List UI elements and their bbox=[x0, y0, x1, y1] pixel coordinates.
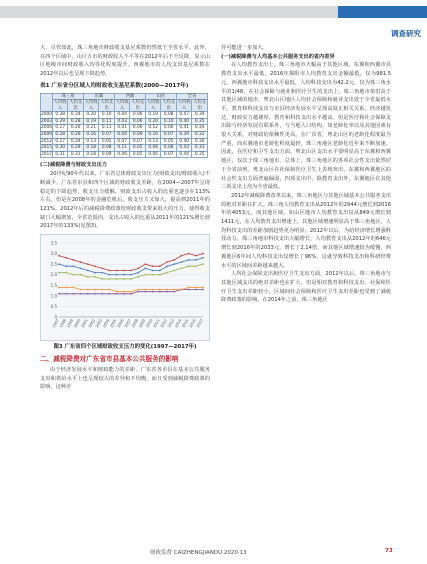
table-cell: 0.13 bbox=[145, 138, 161, 145]
x-tick-label: 2006 bbox=[116, 318, 125, 329]
x-tick-label: 1997 bbox=[51, 318, 60, 329]
table-cell: 0.35 bbox=[192, 118, 208, 125]
data-point bbox=[80, 274, 82, 276]
right-paragraph-1: 异可能进一步加大。 bbox=[221, 45, 268, 51]
table-row bbox=[41, 151, 208, 158]
table-cell: 0.07 bbox=[114, 138, 130, 145]
data-point bbox=[195, 287, 197, 289]
table-cell: 0.16 bbox=[145, 132, 161, 139]
table-cell: 0.28 bbox=[52, 132, 68, 139]
data-point bbox=[166, 272, 168, 274]
table-cell: 0.34 bbox=[68, 112, 84, 119]
x-tick-label: 2001 bbox=[80, 318, 89, 329]
data-point bbox=[195, 259, 197, 261]
table-cell: 0.26 bbox=[68, 132, 84, 139]
section-label: 调查研究 bbox=[391, 29, 421, 38]
table-cell: 0.18 bbox=[83, 145, 99, 152]
data-point bbox=[173, 259, 175, 261]
subheading-per-capita: (一)减税降费与人均基本公共服务支出的省内差异 bbox=[221, 53, 335, 60]
data-point bbox=[73, 274, 75, 276]
table-cell: 0.06 bbox=[130, 112, 146, 119]
data-point bbox=[195, 265, 197, 267]
data-point bbox=[159, 289, 161, 291]
table-cell: 0.30 bbox=[52, 145, 68, 152]
table-cell: 0.06 bbox=[145, 151, 161, 158]
data-point bbox=[109, 274, 111, 276]
data-point bbox=[152, 270, 154, 272]
right-paragraph-2: 在人均教育支出上，珠三角地市大幅高于其他区域，东翼和西翼市县教育支出水平最低，2016年揭阳市人均教育支出金额最低，仅为981.5元。西翼地市科技支出水平最低，人均科技支出为42.2元，仅为珠三角水平的1/48，在社会保障与就业和医疗卫生的支出上，珠三角地市依旧高于其他区域的地市，粤北山区地区人均社会保障和就业支出处于全省最低水平。教育和科技支出与市县经济发展水平呈现高度正相关关系，经济越发达，财政实力越雄厚，教育和科技支出水平越高。但是医疗和社会保障支出除与经济发展有联系外，与当地人口结构，如老龄化率以及其他因素有很大关系，对财政的依赖性更高。在广东省，粤北山区的老龄化程度最为严重，而东翼地市老龄化程度最轻，珠三角地区老龄化近年来不断加速。因此，在医疗和卫生支出方面，粤北山区支出水平要明显高于东翼和西翼地区，仅次于珠三角地市。总体上，珠三角地区的各项社会性支出依然居于全省前列。粤北山区在社保和医疗卫生上表现突出，东翼和西翼地区的社会性支出方面普遍偏弱，四项支出中，除教育支出外，东翼地区在其他三项支出上均为全省最低。 bbox=[221, 62, 391, 191]
data-point bbox=[130, 274, 132, 276]
table-cell: 0.27 bbox=[52, 125, 68, 132]
table-row bbox=[41, 112, 208, 119]
table-cell: 0.12 bbox=[145, 125, 161, 132]
data-point bbox=[152, 265, 154, 267]
table-cell: 0.33 bbox=[192, 145, 208, 152]
table-subheader: 人均收入 bbox=[115, 100, 129, 111]
data-point bbox=[159, 291, 161, 293]
table-cell: 0.05 bbox=[130, 145, 146, 152]
table-cell: 2003 bbox=[41, 118, 52, 124]
table-subheader: 人均收入 bbox=[146, 100, 160, 111]
data-point bbox=[166, 265, 168, 267]
top-color-band bbox=[0, 0, 427, 22]
x-tick-label: 2008 bbox=[131, 318, 140, 329]
table-cell: 0.24 bbox=[68, 138, 84, 145]
data-point bbox=[65, 287, 67, 289]
table-cell: 0.21 bbox=[83, 125, 99, 132]
table-subheader: 人均收入 bbox=[53, 100, 67, 111]
table-cell: 0.06 bbox=[161, 125, 177, 132]
data-point bbox=[166, 261, 168, 263]
y-tick-label: 3.5 bbox=[50, 240, 57, 246]
table-cell: 0.40 bbox=[176, 118, 192, 125]
data-point bbox=[116, 270, 118, 272]
table-year-header bbox=[41, 93, 53, 112]
x-tick-label: 2012 bbox=[159, 318, 168, 329]
table-cell: 0.47 bbox=[176, 112, 192, 119]
journal-name: 财政监督 CAIZHENGJIANDU 2020·13 bbox=[150, 550, 247, 556]
table-group-2: 西翼 bbox=[114, 93, 145, 100]
table-cell: 0.05 bbox=[99, 138, 115, 145]
table-subheader: 人均收入 bbox=[84, 100, 98, 111]
data-point bbox=[202, 257, 204, 259]
data-point bbox=[152, 274, 154, 276]
table-cell: 2015 bbox=[41, 145, 52, 151]
table-cell: 0.11 bbox=[99, 118, 115, 125]
table-row bbox=[41, 138, 208, 145]
data-point bbox=[130, 278, 132, 280]
x-tick-label: 2014 bbox=[174, 318, 183, 329]
data-point bbox=[181, 255, 183, 257]
top-band-blue bbox=[338, 6, 427, 18]
data-point bbox=[159, 270, 161, 272]
left-paragraph-1: 大，尽管如此，珠三角地市财政收支基尼系数仍然低于全省水平。此外，在四个区域中，山区五市的财政收入不平等在2012年后不升反降，显示山区地级市间财政收入均等化程度提升。西翼地市的人均支出基尼系数在2012年以后也呈现下降趋势。 bbox=[40, 45, 210, 78]
data-point bbox=[188, 253, 190, 255]
table-cell: 0.29 bbox=[52, 118, 68, 125]
data-point bbox=[137, 289, 139, 291]
data-point bbox=[65, 257, 67, 259]
data-point bbox=[94, 272, 96, 274]
table-cell: 0.08 bbox=[161, 145, 177, 152]
data-point bbox=[101, 268, 103, 270]
data-point bbox=[73, 265, 75, 267]
table-cell: 0.10 bbox=[161, 118, 177, 125]
data-point bbox=[123, 274, 125, 276]
data-point bbox=[159, 265, 161, 267]
table-group-header bbox=[41, 93, 208, 100]
subheading-fiscal-pressure: (二)减税降费与财政支出压力 bbox=[40, 162, 107, 169]
data-point bbox=[123, 278, 125, 280]
y-tick-label: 0.5 bbox=[50, 304, 57, 310]
table-cell: 0.38 bbox=[52, 112, 68, 119]
table-cell: 0.19 bbox=[145, 112, 161, 119]
data-point bbox=[137, 291, 139, 293]
table-cell: 0.32 bbox=[192, 132, 208, 139]
data-point bbox=[87, 289, 89, 291]
series-line-1 bbox=[59, 258, 203, 275]
table-group-1: 东翼 bbox=[83, 93, 114, 100]
right-paragraph-3: 2012年减税降费改革以来，珠三角地区与其他区域基本公共服务支出的绝对差距在扩大。珠三角人均教育支出从2012年的2944元增长到2016年的4053元，而其他区域，如山区地市人均教育支出仅从849元增长到1411元，在人均教育支出增速上，其他区域增速明显高于珠三角地区。人均科技支出的差距加剧趋势更为明显，2012年以后，为给经济增长增强科技动力，珠三角地市科技支出大幅增长，人均教育支出从2012年的646元增长到2016年的2033元，增长了2.14倍，而其他区域增速较为缓慢，西翼地区6年间人均科技支出仅增长了96%，这就导致科技支出和科研经费水平的区域间差距越来越大。 bbox=[221, 192, 391, 269]
table-cell: 0.06 bbox=[145, 145, 161, 152]
table-cell: 0.10 bbox=[99, 112, 115, 119]
data-point bbox=[145, 291, 147, 293]
data-point bbox=[188, 259, 190, 261]
table-row bbox=[41, 125, 208, 132]
data-point bbox=[94, 293, 96, 295]
data-point bbox=[80, 289, 82, 291]
data-point bbox=[58, 263, 60, 265]
x-tick-label: 2017 bbox=[195, 318, 204, 329]
data-point bbox=[159, 274, 161, 276]
right-paragraph-4: 人均社会保障支出和医疗卫生支出方面，2012年以后，珠三角地市与其他区域支出的绝对差距也在扩大。但是相对教育和科技支出，社保和医疗卫生支出差距较小，区域间社会保障和医疗卫生支出差距也受到了减税降费政策的影响，在2014年之前，珠三角地区 bbox=[221, 271, 391, 304]
x-tick-label: 2015 bbox=[181, 318, 190, 329]
table-subheader: 人均支出 bbox=[131, 100, 145, 111]
table-group-3: 山区 bbox=[145, 93, 176, 100]
table-cell: 2009 bbox=[41, 132, 52, 138]
data-point bbox=[195, 289, 197, 291]
table-cell: 0.31 bbox=[68, 151, 84, 158]
data-point bbox=[173, 291, 175, 293]
table-cell: 0.11 bbox=[99, 125, 115, 132]
data-point bbox=[202, 263, 204, 265]
figure-caption: 图3 广东省四个区域财政收支压力的变化(1997—2017年) bbox=[53, 344, 197, 351]
data-point bbox=[130, 270, 132, 272]
fiscal-pressure-chart bbox=[40, 234, 210, 341]
chart-svg bbox=[41, 235, 209, 340]
data-point bbox=[137, 272, 139, 274]
data-point bbox=[145, 274, 147, 276]
table-cell: 2006 bbox=[41, 125, 52, 131]
data-point bbox=[109, 289, 111, 291]
data-point bbox=[101, 289, 103, 291]
data-point bbox=[145, 268, 147, 270]
data-point bbox=[123, 291, 125, 293]
table-cell: 0.40 bbox=[176, 138, 192, 145]
table-group-4: 全省 bbox=[176, 93, 207, 100]
data-point bbox=[173, 270, 175, 272]
table-cell: 0.08 bbox=[99, 145, 115, 152]
data-point bbox=[145, 263, 147, 265]
section-heading-2: 二、减税降费对广东省市县基本公共服务的影响 bbox=[40, 355, 179, 364]
y-tick-label: 1.5 bbox=[50, 282, 57, 288]
data-point bbox=[137, 268, 139, 270]
data-point bbox=[116, 293, 118, 295]
table-cell: 0.26 bbox=[68, 125, 84, 132]
table-cell: 0.11 bbox=[114, 145, 130, 152]
data-point bbox=[58, 287, 60, 289]
table-title: 表1 广东省分区域人均财政收支基尼系数(2000—2017年) bbox=[40, 82, 189, 89]
data-point bbox=[181, 289, 183, 291]
table-cell: 0.30 bbox=[192, 138, 208, 145]
data-point bbox=[101, 293, 103, 295]
data-point bbox=[65, 265, 67, 267]
data-point bbox=[166, 291, 168, 293]
table-cell: 0.28 bbox=[68, 118, 84, 125]
x-tick-label: 2013 bbox=[167, 318, 176, 329]
series-line-2 bbox=[59, 264, 203, 279]
data-point bbox=[109, 278, 111, 280]
table-cell: 0.01 bbox=[114, 125, 130, 132]
table-cell: 0.06 bbox=[130, 118, 146, 125]
data-point bbox=[202, 287, 204, 289]
data-point bbox=[87, 293, 89, 295]
data-point bbox=[109, 293, 111, 295]
table-cell: 0.41 bbox=[176, 125, 192, 132]
x-tick-label: 1998 bbox=[59, 318, 68, 329]
data-point bbox=[152, 289, 154, 291]
table-cell: 0.07 bbox=[161, 151, 177, 158]
gini-table bbox=[40, 93, 208, 159]
table-row bbox=[41, 145, 208, 152]
x-tick-label: 2005 bbox=[109, 318, 118, 329]
table-cell: 0.16 bbox=[83, 132, 99, 139]
data-point bbox=[123, 293, 125, 295]
left-paragraph-2: 20世纪90年代以来，广东省总体财政支出压力(财政支出/财政收入)不断减少。广东省市县和四个区域的财政收支差距，在2004—2007年呈现稳定的下降趋势，收支压力缓解，财政支出占收入的比重也逐步在113%左右。但是在2008年的金融危机后，收支压力又加大，提高到2011年的121%。2012年后的减税降费政策给财政收支带来很大的压力，使得收支缺口大幅增加，全省范围内，支出占收入的比重从2011年的121%增长到2017年的133%(见图3)。 bbox=[40, 171, 210, 230]
data-point bbox=[73, 287, 75, 289]
table-subheader: 人均收入 bbox=[177, 100, 191, 111]
data-point bbox=[123, 270, 125, 272]
data-point bbox=[65, 293, 67, 295]
data-point bbox=[202, 253, 204, 255]
data-point bbox=[188, 265, 190, 267]
table-cell: 0.05 bbox=[161, 138, 177, 145]
x-tick-label: 2010 bbox=[145, 318, 154, 329]
data-point bbox=[87, 270, 89, 272]
data-point bbox=[101, 272, 103, 274]
table-cell: 0.29 bbox=[68, 145, 84, 152]
table-cell: 0.09 bbox=[99, 151, 115, 158]
table-cell: 0.06 bbox=[114, 151, 130, 158]
table-row bbox=[41, 132, 208, 139]
right-column bbox=[221, 44, 391, 305]
left-paragraph-3: 由于经济发展水平和财政能力的差距，广东省各市县在基本公共服务支出和供给水平上也呈现较大的差异和不均衡，而且受到减税降费政策的影响，这种差 bbox=[40, 367, 210, 391]
table-cell: 0.03 bbox=[114, 118, 130, 125]
data-point bbox=[94, 265, 96, 267]
table-cell: 0.13 bbox=[83, 138, 99, 145]
table-subheader: 人均支出 bbox=[193, 100, 207, 111]
y-tick-label: 2.0 bbox=[50, 272, 57, 278]
table-cell: 2000 bbox=[41, 112, 52, 118]
x-tick-label: 2003 bbox=[95, 318, 104, 329]
table-cell: 0.07 bbox=[161, 132, 177, 139]
table-row bbox=[41, 118, 208, 125]
table-cell: 0.19 bbox=[83, 118, 99, 125]
table-cell: 0.39 bbox=[192, 112, 208, 119]
data-point bbox=[101, 278, 103, 280]
data-point bbox=[65, 272, 67, 274]
data-point bbox=[87, 276, 89, 278]
data-point bbox=[116, 278, 118, 280]
table-cell: 0.07 bbox=[130, 138, 146, 145]
table-group-0: 珠三角 bbox=[52, 93, 83, 100]
data-point bbox=[73, 259, 75, 261]
y-tick-label: 0 bbox=[54, 314, 57, 320]
table-cell: 0.34 bbox=[192, 125, 208, 132]
table-cell: 0.05 bbox=[130, 151, 146, 158]
table-cell: 0.39 bbox=[176, 132, 192, 139]
data-point bbox=[58, 293, 60, 295]
x-tick-label: 2004 bbox=[102, 318, 111, 329]
data-point bbox=[173, 263, 175, 265]
data-point bbox=[80, 293, 82, 295]
x-tick-label: 2016 bbox=[188, 318, 197, 329]
table-cell: 0.20 bbox=[83, 112, 99, 119]
table-cell: 0.08 bbox=[161, 112, 177, 119]
data-point bbox=[116, 274, 118, 276]
table-subheader: 人均支出 bbox=[69, 100, 83, 111]
y-tick-label: 2.5 bbox=[50, 261, 57, 267]
table-cell: 0.09 bbox=[130, 132, 146, 139]
data-point bbox=[80, 268, 82, 270]
data-point bbox=[181, 261, 183, 263]
data-point bbox=[58, 255, 60, 257]
data-point bbox=[181, 268, 183, 270]
data-point bbox=[94, 289, 96, 291]
top-band-grey bbox=[0, 6, 338, 18]
x-tick-label: 2000 bbox=[73, 318, 82, 329]
data-point bbox=[130, 291, 132, 293]
table-sub-header bbox=[41, 100, 208, 112]
table-cell: 0.31 bbox=[52, 151, 68, 158]
left-column bbox=[40, 44, 210, 392]
table-cell: 0.44 bbox=[176, 151, 192, 158]
data-point bbox=[166, 289, 168, 291]
data-point bbox=[116, 291, 118, 293]
data-point bbox=[130, 293, 132, 295]
table-subheader: 人均支出 bbox=[162, 100, 176, 111]
y-tick-label: 3.0 bbox=[50, 251, 57, 257]
table-cell: 2012 bbox=[41, 138, 52, 144]
data-point bbox=[87, 263, 89, 265]
table-cell: 0.43 bbox=[176, 145, 192, 152]
table-body bbox=[41, 112, 208, 158]
table-cell: 2017 bbox=[41, 151, 52, 157]
page-number: 73 bbox=[385, 548, 393, 554]
data-point bbox=[202, 289, 204, 291]
x-tick-label: 2009 bbox=[138, 318, 147, 329]
table-cell: 0.07 bbox=[99, 132, 115, 139]
x-tick-label: 2007 bbox=[123, 318, 132, 329]
data-point bbox=[80, 261, 82, 263]
y-tick-label: 1.0 bbox=[50, 293, 57, 299]
table-cell: 0.04 bbox=[114, 112, 130, 119]
table-cell: 0.20 bbox=[145, 118, 161, 125]
table-cell: 0.18 bbox=[83, 151, 99, 158]
table-cell: 0.06 bbox=[130, 125, 146, 132]
x-tick-label: 2002 bbox=[87, 318, 96, 329]
data-point bbox=[188, 287, 190, 289]
data-point bbox=[58, 272, 60, 274]
data-point bbox=[173, 289, 175, 291]
data-point bbox=[73, 293, 75, 295]
data-point bbox=[188, 289, 190, 291]
data-point bbox=[145, 289, 147, 291]
data-point bbox=[137, 276, 139, 278]
table-cell: 0.35 bbox=[192, 151, 208, 158]
x-tick-label: 2011 bbox=[152, 318, 161, 329]
data-point bbox=[94, 276, 96, 278]
x-tick-label: 1999 bbox=[66, 318, 75, 329]
table-cell: 0.04 bbox=[114, 132, 130, 139]
data-point bbox=[109, 270, 111, 272]
table-cell: 0.27 bbox=[52, 138, 68, 145]
data-point bbox=[195, 255, 197, 257]
table-subheader: 人均支出 bbox=[100, 100, 114, 111]
data-point bbox=[152, 291, 154, 293]
